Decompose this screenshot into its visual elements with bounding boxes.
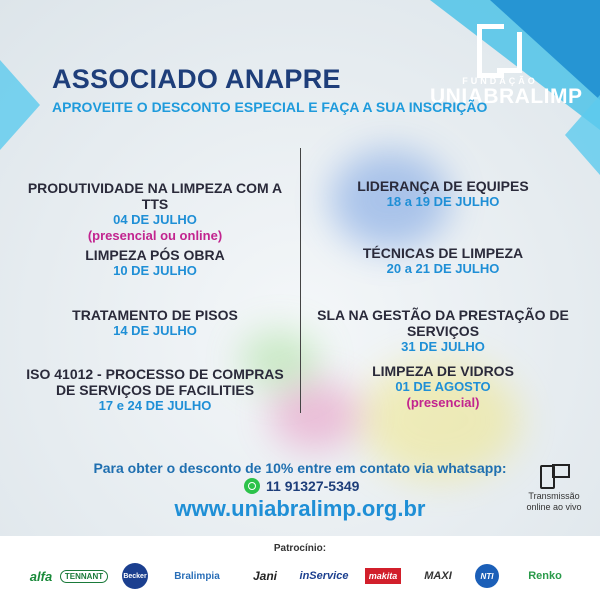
course-item [20, 307, 290, 339]
course-name: LIMPEZA PÓS OBRA [85, 247, 225, 263]
sponsor-logo-alfa: alfa [29, 568, 53, 584]
column-divider [300, 148, 301, 413]
course-date: 01 DE AGOSTO [395, 379, 491, 394]
course-date: 18 a 19 DE JULHO [386, 194, 500, 209]
sponsor-logo-nti: NTI [475, 564, 499, 588]
course-name: TÉCNICAS DE LIMPEZA [362, 245, 524, 261]
live-line2: online ao vivo [526, 502, 582, 512]
course-name: SLA NA GESTÃO DA PRESTAÇÃO DE SERVIÇOS [317, 307, 569, 339]
sponsor-logo-inservice: inService [299, 570, 349, 582]
course-item [308, 178, 578, 210]
page-title: ASSOCIADO ANAPRE [52, 64, 341, 94]
course-item [20, 180, 290, 244]
logo-name: UNIABRALIMP [430, 85, 583, 108]
whatsapp-icon [244, 478, 260, 494]
course-date: 14 DE JULHO [113, 323, 197, 338]
sponsor-logo-renko: Renko [528, 570, 562, 582]
course-name-line2: DE SERVIÇOS DE FACILITIES [55, 382, 255, 398]
course-name: ISO 41012 - PROCESSO DE COMPRAS [26, 366, 284, 382]
live-transmission [518, 462, 590, 513]
live-line1: Transmissão [528, 491, 580, 501]
course-note: (presencial ou online) [87, 228, 223, 243]
sponsor-logo-maxi: MAXI [424, 570, 452, 582]
course-date: 17 e 24 DE JULHO [98, 398, 212, 413]
discount-contact-text: Para obter o desconto de 10% entre em contato via whatsapp: [93, 460, 507, 476]
course-date: 20 a 21 DE JULHO [386, 261, 500, 276]
left-arrow-decoration [0, 60, 40, 150]
sponsor-label: Patrocínio: [273, 543, 327, 554]
sponsor-logos [22, 562, 582, 590]
sponsor-logo-makita: makita [365, 568, 402, 584]
sponsor-logo-jani: Jani [252, 569, 277, 583]
sponsor-logo-becker: Becker [122, 563, 148, 589]
course-name: TRATAMENTO DE PISOS [72, 307, 238, 323]
course-name: LIDERANÇA DE EQUIPES [357, 178, 529, 194]
course-date: 04 DE JULHO [113, 212, 197, 227]
course-item [308, 245, 578, 277]
phone-number[interactable]: 11 91327-5349 [266, 478, 360, 494]
website-link[interactable]: www.uniabralimp.org.br [174, 496, 426, 521]
course-date: 10 DE JULHO [113, 263, 197, 278]
course-item [20, 247, 290, 279]
course-item [20, 366, 290, 414]
logo-subtitle: FUNDAÇÃO [462, 76, 538, 86]
course-item [308, 307, 578, 355]
logo-mark-icon [471, 22, 529, 74]
course-name: PRODUTIVIDADE NA LIMPEZA COM A TTS [27, 180, 283, 212]
devices-icon [538, 462, 570, 488]
course-name: LIMPEZA DE VIDROS [372, 363, 514, 379]
sponsor-logo-bralimpia: Bralimpia [174, 570, 220, 582]
course-date: 31 DE JULHO [401, 339, 485, 354]
course-item [308, 363, 578, 411]
page-subtitle: APROVEITE O DESCONTO ESPECIAL E FAÇA A SUA INSCRIÇÃO [52, 99, 488, 115]
whatsapp-phone[interactable] [244, 478, 359, 494]
course-note: (presencial) [406, 395, 480, 410]
sponsor-logo-tennant: TENNANT [60, 570, 108, 583]
